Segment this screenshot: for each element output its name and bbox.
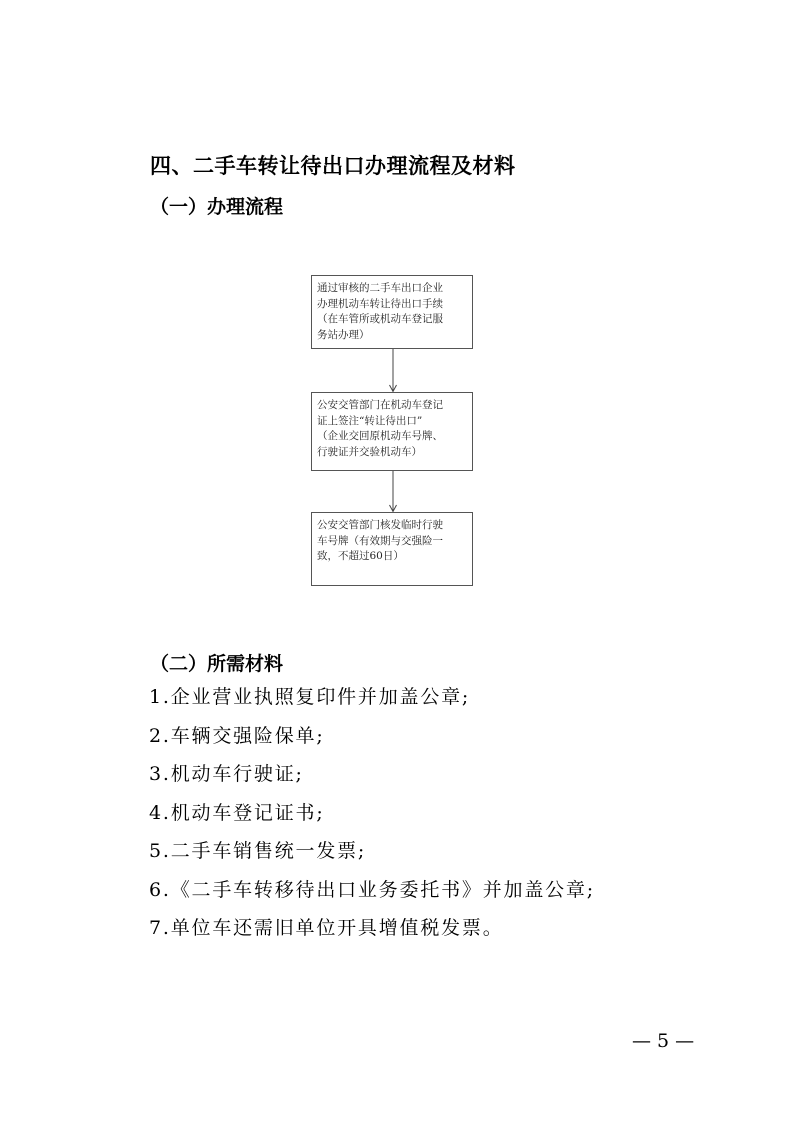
flow-step-2-line: 证上签注“转让待出口” (317, 414, 423, 427)
list-item: 4.机动车登记证书; (149, 801, 325, 824)
flow-step-2 (311, 392, 473, 471)
flow-step-2-line: 行驶证并交验机动车） (317, 445, 422, 458)
section-title-materials: （二）所需材料 (150, 653, 284, 675)
page-heading: 四、二手车转让待出口办理流程及材料 (150, 154, 516, 178)
flow-step-1 (311, 275, 473, 349)
flow-step-1-line: （在车管所或机动车登记服 (317, 313, 443, 325)
flow-arrow-1 (386, 349, 400, 392)
list-item: 1.企业营业执照复印件并加盖公章; (149, 686, 471, 708)
flow-step-3-line: 致，不超过60日） (317, 550, 404, 562)
flow-step-2-line: 公安交管部门在机动车登记 (317, 399, 443, 411)
list-item: 3.机动车行驶证; (149, 763, 304, 785)
list-item: 6.《二手车转移待出口业务委托书》并加盖公章; (149, 878, 595, 901)
flow-step-1-line: 通过审核的二手车出口企业 (317, 282, 443, 294)
flow-step-1-line: 务站办理） (317, 328, 370, 341)
flow-step-3 (311, 512, 473, 586)
flow-step-3-line: 车号牌（有效期与交强险一 (317, 534, 443, 547)
flow-arrow-2 (386, 471, 400, 512)
flow-step-3-line: 公安交管部门核发临时行驶 (317, 519, 443, 531)
materials-list (149, 678, 595, 948)
list-item: 2.车辆交强险保单; (149, 724, 325, 747)
list-item: 5.二手车销售统一发票; (149, 840, 367, 862)
page-number: — 5 — (632, 1030, 695, 1052)
flow-step-1-line: 办理机动车转让待出口手续 (317, 297, 443, 310)
section-title-process: （一）办理流程 (150, 196, 284, 218)
flow-step-2-line: （企业交回原机动车号牌、 (317, 430, 443, 442)
list-item: 7.单位车还需旧单位开具增值税发票。 (149, 917, 504, 939)
